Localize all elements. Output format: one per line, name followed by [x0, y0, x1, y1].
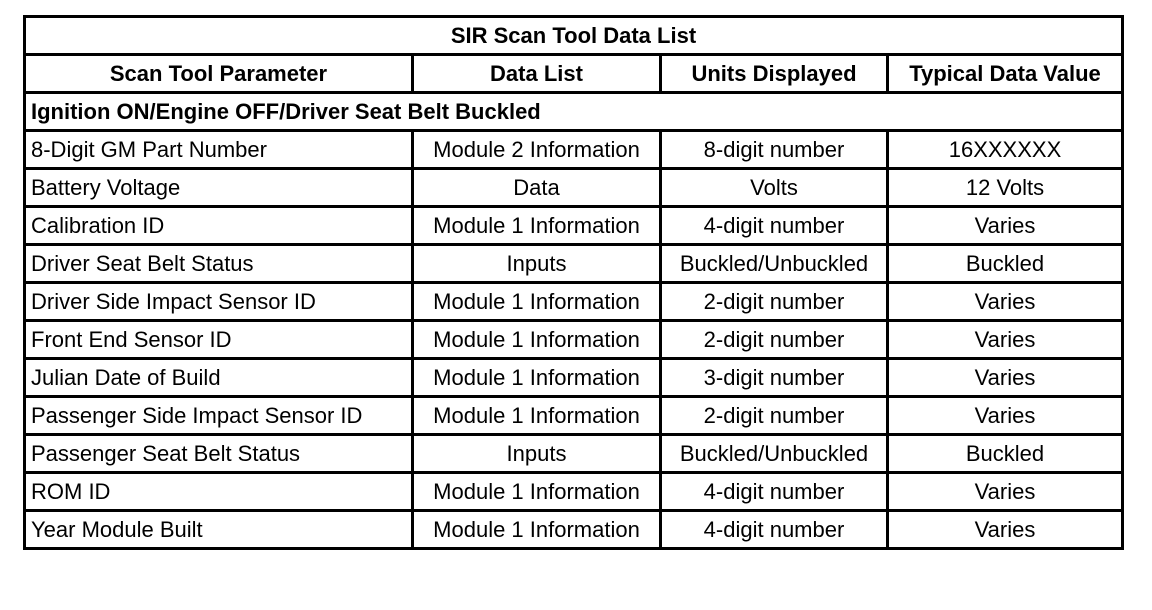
table-row: [25, 283, 1123, 321]
data-list-cell: Module 2 Information: [413, 131, 661, 169]
data-list-cell: Module 1 Information: [413, 283, 661, 321]
title-row: [25, 17, 1123, 55]
table-row: [25, 397, 1123, 435]
typical-value-cell: 12 Volts: [888, 169, 1123, 207]
data-list-cell: Module 1 Information: [413, 511, 661, 549]
data-list-cell: Inputs: [413, 245, 661, 283]
header-data-list: Data List: [413, 55, 661, 93]
units-cell: 4-digit number: [661, 473, 888, 511]
header-units-displayed: Units Displayed: [661, 55, 888, 93]
parameter-cell: Passenger Seat Belt Status: [25, 435, 413, 473]
units-cell: Buckled/Unbuckled: [661, 435, 888, 473]
typical-value-cell: Varies: [888, 283, 1123, 321]
data-list-cell: Module 1 Information: [413, 321, 661, 359]
parameter-cell: ROM ID: [25, 473, 413, 511]
units-cell: 2-digit number: [661, 321, 888, 359]
data-list-cell: Module 1 Information: [413, 473, 661, 511]
typical-value-cell: Varies: [888, 321, 1123, 359]
section-row: [25, 93, 1123, 131]
units-cell: 3-digit number: [661, 359, 888, 397]
units-cell: 4-digit number: [661, 207, 888, 245]
parameter-cell: Julian Date of Build: [25, 359, 413, 397]
table-row: [25, 321, 1123, 359]
table-row: [25, 169, 1123, 207]
typical-value-cell: Varies: [888, 359, 1123, 397]
parameter-cell: Front End Sensor ID: [25, 321, 413, 359]
data-list-cell: Data: [413, 169, 661, 207]
parameter-cell: Calibration ID: [25, 207, 413, 245]
data-list-cell: Module 1 Information: [413, 359, 661, 397]
header-row: [25, 55, 1123, 93]
typical-value-cell: Varies: [888, 511, 1123, 549]
data-list-cell: Inputs: [413, 435, 661, 473]
typical-value-cell: Buckled: [888, 435, 1123, 473]
section-heading: Ignition ON/Engine OFF/Driver Seat Belt Buckled: [25, 93, 1123, 131]
units-cell: 4-digit number: [661, 511, 888, 549]
typical-value-cell: Buckled: [888, 245, 1123, 283]
table-row: [25, 207, 1123, 245]
units-cell: 2-digit number: [661, 283, 888, 321]
parameter-cell: Driver Seat Belt Status: [25, 245, 413, 283]
table-row: [25, 131, 1123, 169]
table-row: [25, 435, 1123, 473]
parameter-cell: Driver Side Impact Sensor ID: [25, 283, 413, 321]
header-scan-tool-parameter: Scan Tool Parameter: [25, 55, 413, 93]
typical-value-cell: Varies: [888, 473, 1123, 511]
parameter-cell: Battery Voltage: [25, 169, 413, 207]
sir-data-table: [23, 15, 1124, 550]
parameter-cell: Passenger Side Impact Sensor ID: [25, 397, 413, 435]
parameter-cell: Year Module Built: [25, 511, 413, 549]
table-row: [25, 245, 1123, 283]
data-list-cell: Module 1 Information: [413, 207, 661, 245]
units-cell: Volts: [661, 169, 888, 207]
units-cell: 8-digit number: [661, 131, 888, 169]
typical-value-cell: Varies: [888, 207, 1123, 245]
table-row: [25, 359, 1123, 397]
table-row: [25, 473, 1123, 511]
typical-value-cell: 16XXXXXX: [888, 131, 1123, 169]
parameter-cell: 8-Digit GM Part Number: [25, 131, 413, 169]
table-row: [25, 511, 1123, 549]
data-list-cell: Module 1 Information: [413, 397, 661, 435]
units-cell: Buckled/Unbuckled: [661, 245, 888, 283]
units-cell: 2-digit number: [661, 397, 888, 435]
table-title: SIR Scan Tool Data List: [25, 17, 1123, 55]
header-typical-data-value: Typical Data Value: [888, 55, 1123, 93]
typical-value-cell: Varies: [888, 397, 1123, 435]
